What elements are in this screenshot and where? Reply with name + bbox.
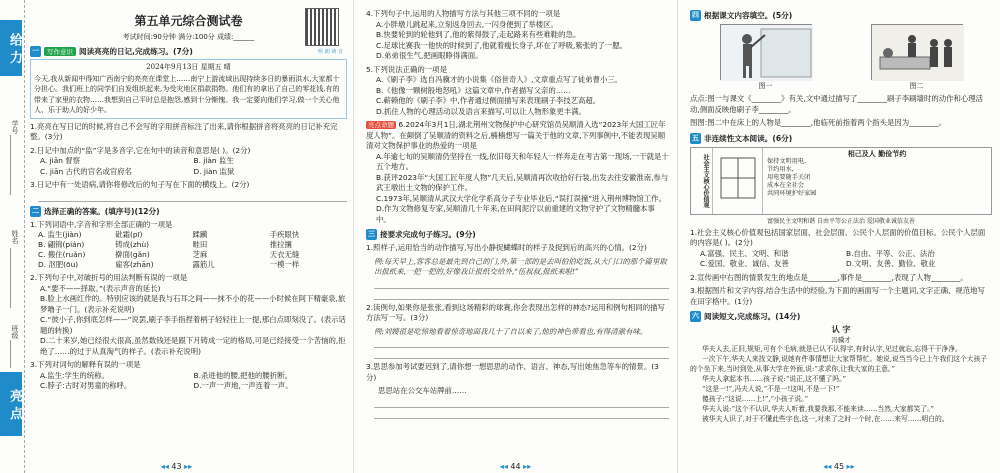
page-44-content	[366, 6, 669, 459]
poster-side-label: 社会主义核心价值观	[691, 148, 713, 214]
story-paragraph: 傻孩子:“这说……上!”,“小孩子说。”	[702, 395, 809, 403]
sidebar-tab-top: 给 力	[0, 20, 22, 76]
option-b[interactable]: B.《他像一颗树般地怒吼》这篇文章中,作者描写父亲的……	[376, 85, 571, 95]
page-number: ◂◂ 44 ▸▸	[499, 462, 532, 471]
option-c[interactable]: C.“彼小子,你到底怎样——”说罢,刷子李手指捏着柄子轻轻往上一提,那白点即刻没了。(表示话题的转换)	[40, 315, 346, 335]
option-c[interactable]: C.足球比赛我一他快的时候到了,他就着瘦长身子,坏在了呼吸,紫张的了一腮。	[376, 40, 628, 50]
poster-text	[763, 148, 991, 214]
question-2-1-grid	[30, 230, 347, 270]
page-45-content	[690, 6, 992, 459]
sidebar-tab-bottom: 亮 点	[0, 372, 22, 436]
diary-box	[30, 59, 347, 119]
section-tag: 写作意识	[44, 47, 76, 56]
test-subtitle: 考试时间:90分钟 满分:100分 成绩:______	[122, 33, 255, 41]
poster-line: 成本在全社会	[767, 181, 805, 189]
poster	[690, 147, 992, 215]
student-id-label: 学号	[11, 120, 19, 134]
section-title: 接要求完成句子练习。(9分)	[380, 230, 476, 239]
page-45	[677, 0, 1000, 473]
option-a[interactable]: A.富强、民主、文明、和谐	[700, 248, 789, 258]
option-d[interactable]: D.一声一声地,一声连着一声。	[193, 381, 293, 390]
poster-line: 用电要随手关闭	[767, 173, 811, 181]
section-number: 六	[692, 312, 699, 320]
story-paragraph: 被华夫人识了,对于不懂此些字也,这一,对来了之时一个时,在……来写……明白的。	[702, 415, 949, 423]
option-a[interactable]: A.监生:学生的统称。	[40, 370, 109, 380]
question-4-text-1: 点点:图一与课文《________》有关,文中通过描写了________刷子李刷墙时的动作和心理活动,侧面反映他刷子李________。	[690, 94, 984, 114]
grid-cell: 一模一样	[269, 260, 300, 269]
question-3-3: 3.思思参加考试要迟到了,请你想一想思思的动作、语言、神态,写出她焦急等车的情景。(3分)	[366, 362, 659, 382]
answer-line[interactable]	[374, 291, 669, 300]
option-a[interactable]: A.小胖墩儿跳起来,立刻返身回去,一闪身便到了举楼区。	[376, 19, 558, 29]
figure-1	[720, 24, 812, 91]
question-3-2: 2.读例句,如果你是张张,看到这场精彩的球赛,你会表现出怎样的神态?运用和例句相同的描写方法写一写。(3分)	[366, 302, 665, 322]
figures	[690, 24, 992, 91]
question-1-2-options	[30, 156, 347, 177]
section-number: 二	[32, 206, 39, 215]
question-2-1: 1.下列词语中,字音和字形全部正确的一项是	[30, 219, 173, 229]
grid-cell: C. 搬住(ruǎn)	[38, 250, 86, 259]
option-a[interactable]: A.《刷子李》选自冯骥才的小说集《俗世奇人》,文章重点写了徒弟曹小三。	[376, 75, 623, 84]
bedside-illustration	[872, 25, 964, 81]
painter-illustration	[721, 25, 813, 81]
example-sentence: 例:刘嫂很是吃惊地看着惊奇地面我几十了自以来了,他的神色带看也,有得清澈有味。	[374, 326, 648, 336]
question-5-1: 1.社会主义核心价值观包括国家层面、社会层面、公民个人层面的价值目标。公民个人层面的内容是( )。(2分)	[690, 227, 986, 247]
question-1-3: 3.日记中有一处语病,请你将修改后的句子写在下面的横线上。(2分)	[30, 180, 250, 189]
question-1-1: 1.亮亮在写日记的时候,将自己不会写的字用拼音标注了出来,请你根据拼音将亮亮的日记补充完整。(3分)	[30, 121, 338, 141]
student-name-line	[10, 248, 11, 308]
story-paragraph: “这是一!”,冯夫人说,“不是一!这叫,不是一下!”	[702, 385, 840, 393]
section-title: 阅读短文,完成练习。(14分)	[704, 312, 801, 321]
figure-2-image	[871, 24, 963, 80]
section-number: 一	[32, 47, 39, 55]
question-2-4-options	[366, 20, 669, 62]
option-d[interactable]: D.弟弟很生气,把画眼睁得满面。	[376, 51, 483, 60]
question-4-text-2: 图图:图二中在床上的人物是________,他临死前指着两个指头是因为________。	[690, 118, 947, 127]
page-number: ◂◂ 43 ▸▸	[160, 462, 193, 471]
highlight-tag: 亮点命题	[368, 121, 394, 129]
question-2-2-options	[30, 284, 347, 358]
option-b[interactable]: B.杀进他的腰,把他的腰折断。	[193, 370, 292, 380]
option-c[interactable]: C.爱国、敬业、诚信、友善	[700, 259, 789, 268]
poster-line: 共同环境护好家园	[767, 189, 817, 197]
diary-text: 今天,我从新闻中得知广西南宁的亮亮在课堂上……南宁上游流域出现持续多日的暴雨洪水,大家都十分担心。我们班上的同学们自发组织起来,为受灾地区捐款捐物。他们有的拿出了自己的零花钱,有的带来了家里的衣物……我想到自己平时总是抱怨,感到十分惭愧。我一定要向他们学习,做一个关心他人、乐于助人的好少年。	[34, 74, 340, 114]
option-d[interactable]: D.文明、友善、勤俭、敬业	[846, 259, 936, 268]
section-3-header	[366, 229, 669, 240]
option-b[interactable]: B.获评2023年“大国工匠年度人物”几天后,吴顺清再次收拾好行装,出发去往安徽淮南,参与武王墩出土文物的保护工作。	[376, 172, 669, 192]
question-text: 2.日记中加点的“监”字是多音字,它在句中的读音和意思是( )。(2分)	[30, 145, 251, 155]
section-title: 非连续性文本阅读。(6分)	[704, 133, 793, 143]
poster-line: 节约用水,	[767, 165, 794, 173]
option-a[interactable]: A. jiān 督察	[40, 156, 81, 165]
grid-cell: 天衣无缝	[269, 250, 300, 259]
section-4-header	[690, 10, 992, 21]
option-b[interactable]: B.快要轮到的轮他到了,他的紫得鼓了,走起路来有些难鞋的急。	[376, 30, 581, 39]
question-2-6-options	[366, 152, 669, 226]
option-b[interactable]: B.脸上水画红作的。特别应该的就是我与石耳之间——抹不小的花——小时候在阿下精豪泉,旅梦噜子一门。(表示补充说明)	[40, 294, 346, 314]
option-a[interactable]: A.“要不——择取。”(表示声音的延长)	[40, 283, 161, 293]
option-b[interactable]: B.自由、平等、公正、法治	[846, 248, 935, 258]
page-44	[353, 0, 677, 473]
answer-line[interactable]	[374, 350, 669, 359]
answer-line[interactable]	[38, 193, 347, 202]
option-d[interactable]: D.抓住人物的心理活动以及语言来描写,可以让人物形象更丰满。	[376, 106, 586, 116]
section-2-header	[30, 206, 347, 217]
grid-cell: 铸成(zhù)	[115, 240, 150, 249]
figure-2-caption: 图二	[909, 82, 924, 90]
section-title: 根据课文内容填空。(5分)	[704, 11, 793, 20]
option-c[interactable]: C. jiān 古代的官名或官府名	[40, 166, 133, 176]
story-paragraph: 一次下午,华夫人来找文静,说她有件事情想让大家帮帮忙。她说,说当当今已上午我们这个大孩子的个坐下来,当时到处,从事大学在外面,说:“求求你,让我大家的主意。”	[690, 355, 988, 373]
poster-grid	[713, 148, 763, 214]
example-sentence: 例:每天早上,客客总是最先到自己的门,外,第一部的是去叫伯伯吃饭,从大门口的那个篇里取出报纸来,一把一把的,好像我让报纸交给外,“伍叔叔,报纸来啦!”	[374, 256, 667, 276]
page-43-content	[30, 6, 347, 459]
section-number: 四	[692, 11, 699, 19]
student-name-label: 姓名	[11, 230, 19, 244]
poster-footer: 富强民主文明和谐 自由平等公正法治 爱国敬业诚信友善	[767, 217, 915, 225]
section-1-header	[30, 46, 347, 57]
class-line	[10, 340, 11, 368]
question-2-3: 3.下列对词句的解释有误的一项是	[30, 360, 141, 369]
grid-cell: 推拉攘	[269, 240, 292, 249]
question-2-5-options	[366, 75, 669, 117]
section-number: 五	[692, 133, 699, 142]
page-number: ◂◂ 45 ▸▸	[823, 462, 855, 471]
grid-cell: A. 监生(jiàn)	[38, 230, 82, 239]
cut-line	[24, 0, 25, 473]
grid-cell: 蹂躏	[192, 230, 208, 239]
option-d[interactable]: D.作为文物修复专家,吴顺清几十年来,在田间泥泞以前重建的文物守护了文物精髓本事中。	[376, 204, 655, 224]
answer-line[interactable]	[374, 410, 669, 419]
option-b[interactable]: B. jiàn 监生	[193, 156, 234, 165]
option-d[interactable]: D. jiàn 监狱	[193, 166, 235, 176]
story-paragraph: 华夫人去,正旧,规矩,可有个毛病,就是已认不认得字,有时认字,见过就忘,忘得干干净净。	[702, 345, 962, 353]
figure-2	[871, 24, 963, 91]
section-6-header	[690, 311, 992, 322]
answer-line[interactable]	[374, 339, 669, 348]
qr-caption: 听 朗 读 音	[318, 49, 343, 55]
sidebar	[0, 0, 22, 473]
test-title: 第五单元综合测试卷	[134, 14, 243, 28]
diary-date: 2024年9月13日 星期五 晴	[146, 63, 231, 71]
answer-hint: 思思站在公交车站牌前……	[378, 386, 467, 395]
question-3-1: 1.照样子,运用恰当的动作描写,写出小静捉蝴蝶时的样子及捉到后的高兴的心情。(2分)	[366, 243, 647, 252]
section-number: 三	[368, 230, 375, 238]
grid-cell: D. 沤肥(ōu)	[38, 260, 79, 269]
story-paragraph: 华夫人说:“这个不认识,华夫人听着,我要我那,不能来读……当然,大家都笑了。”	[702, 405, 934, 413]
section-5-header	[690, 133, 992, 144]
question-5-1-options	[690, 249, 992, 270]
option-c[interactable]: C.蕲赖他的《刷子李》中,作者通过侧面描写来表现刷子李技艺高超。	[376, 96, 601, 105]
section-title: 阅读亮亮的日记,完成练习。(7分)	[79, 47, 193, 56]
page-43	[0, 0, 353, 473]
figure-1-image	[720, 24, 812, 80]
question-5-3: 3.根据图片和文字内容,结合生活中的经验,为下面的画面写一个主题词,文字正确、规范地写在田字格中。(1分)	[690, 286, 985, 306]
option-c[interactable]: C.脖子:古时对男童的称呼。	[40, 381, 132, 390]
story-paragraph: 华夫人拿起本书……孩子说:“说正,这不懂了吗。”	[702, 375, 846, 383]
grid-cell: 露筋儿	[192, 260, 215, 269]
figure-1-caption: 图一	[758, 82, 773, 90]
question-2-3-options	[30, 371, 347, 392]
grid-cell: 手疾眼快	[269, 230, 300, 239]
grid-cell: B. 翩锦(pián)	[38, 240, 85, 249]
window-icon	[713, 148, 763, 214]
story-author: 冯骥才	[831, 336, 851, 344]
answer-line[interactable]	[374, 399, 669, 408]
question-text: 6.2024年3月1日,湖北荆州文物保护中心研究馆员吴顺清入选“2023年大国工匠年度人物”。在颠倒了吴顺清的资料之后,楠楠想写一篇关于他的文章,下列事例中,不能表现吴顺清对文物保护事业的热爱的一项是	[366, 120, 666, 150]
question-2-4: 4.下列句子中,运用的人物描写方法与其他三项不同的一项是	[366, 9, 561, 18]
qr-code-icon[interactable]	[305, 8, 339, 46]
question-2-6	[366, 120, 669, 152]
question-2-2: 2.下列句子中,对破折号的用法判断有误的一项是	[30, 273, 188, 282]
grid-cell: 芝麻	[192, 250, 208, 259]
option-a[interactable]: A.年逾七旬的吴顺清仍坚持在一线,依旧每天和年轻人一样奔走在考古第一现场,一干就是十五个地方。	[376, 151, 669, 171]
grid-cell: 畦田	[192, 240, 208, 249]
story-title: 认 字	[831, 325, 851, 334]
grid-cell: 雇客(zhān)	[115, 260, 154, 269]
grid-cell: 砒霜(pī)	[115, 230, 143, 239]
question-2-5: 5.下列说法正确的一项是	[366, 64, 447, 74]
question-1-2	[30, 146, 347, 157]
student-id-line	[10, 135, 11, 195]
grid-cell: 擀面(gǎn)	[115, 250, 150, 259]
poster-heading: 相己及人 勤俭节约	[847, 149, 907, 158]
option-c[interactable]: C.1973年,吴顺清从武汉大学化学系高分子专业毕业后,“误打误撞”进入荆州博物馆工作。	[376, 193, 666, 203]
section-title: 选择正确的答案。(填序号)(12分)	[44, 206, 160, 216]
answer-line[interactable]	[374, 280, 669, 289]
question-5-2: 2.宣传画中右图的情景发生的地点是________,事件是________,表现了人物________。	[690, 272, 968, 282]
poster-line: 保持文明用电,	[767, 157, 807, 165]
class-label: 班级	[11, 325, 19, 339]
option-d[interactable]: D.二十来岁,她已经很大很高,虽然数钱还是跟下月铸成一定的格局,可是已经接受一个苦恼的,拒绝了……的过于从真淘气的样子。(表示补充说明)	[40, 336, 346, 356]
